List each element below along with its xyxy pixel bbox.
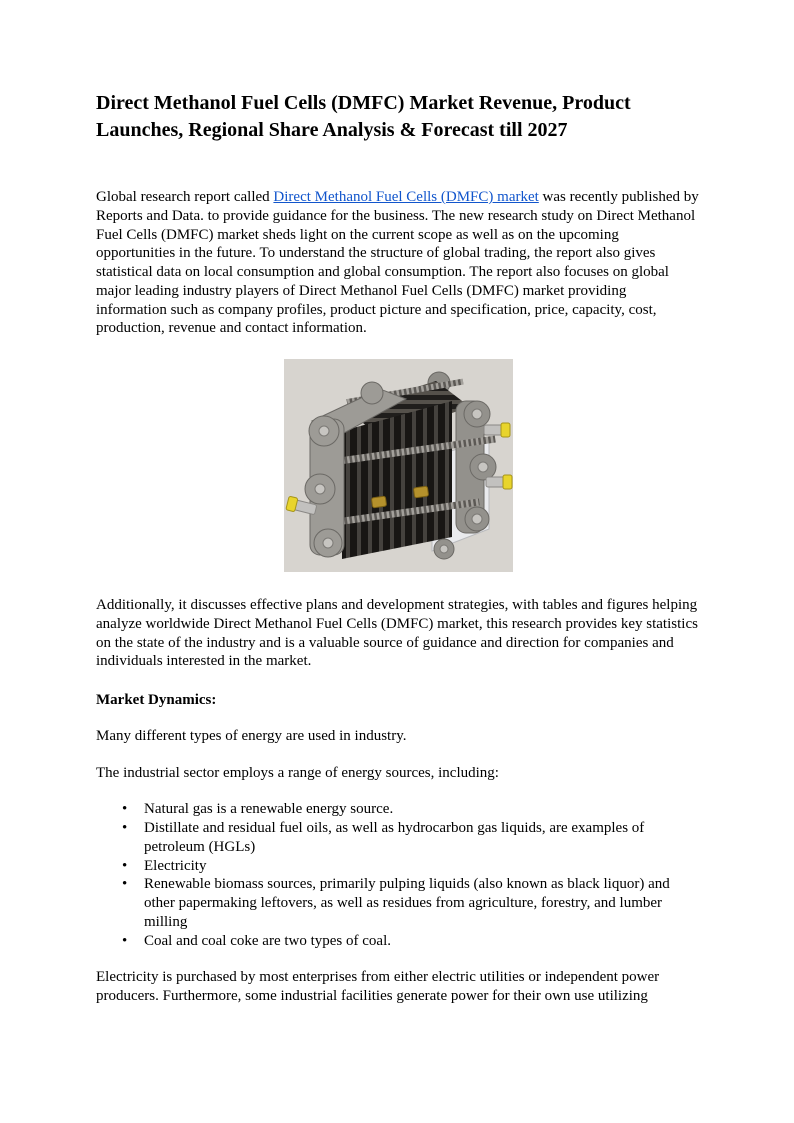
energy-sources-list	[96, 800, 700, 950]
paragraph-additionally: Additionally, it discusses effective plans and development strategies, with tables and figures helping analyze worldwide Direct Methanol Fuel Cells (DMFC) market, this research provides key statistics on the state of the industry and is a valuable source of guidance and direction for companies and individuals interested in the market.	[96, 597, 698, 670]
intro-paragraph	[96, 188, 700, 338]
bullet-text: Electricity	[144, 857, 207, 874]
list-item	[96, 800, 700, 819]
list-item	[96, 932, 700, 951]
paragraph-industrial-sector: The industrial sector employs a range of energy sources, including:	[96, 764, 499, 781]
bullet-text: Distillate and residual fuel oils, as well as hydrocarbon gas liquids, are examples of petroleum (HGLs)	[144, 820, 645, 855]
fuel-cell-stack-photo	[284, 359, 513, 572]
intro-text-after-link: was recently published by Reports and Data. to provide guidance for the business. The new research study on Direct Methanol Fuel Cells (DMFC) market sheds light on the current scope as well as on the upcoming opportunities in the future. To understand the structure of global trading, the report also gives statistical data on local consumption and global consumption. The report also focuses on global major leading industry players of Direct Methanol Fuel Cells (DMFC) market providing information such as company profiles, product picture and specification, price, capacity, cost, production, revenue and contact information.	[96, 189, 699, 337]
dmfc-market-link[interactable]: Direct Methanol Fuel Cells (DMFC) market	[273, 189, 539, 205]
intro-text-before-link: Global research report called	[96, 189, 274, 205]
page-title: Direct Methanol Fuel Cells (DMFC) Market Revenue, Product Launches, Regional Share Analysis & Forecast till 2027	[96, 92, 631, 141]
bullet-icon: •	[122, 857, 128, 874]
list-item	[96, 857, 700, 876]
paragraph-electricity: Electricity is purchased by most enterprises from either electric utilities or independent power producers. Furthermore, some industrial facilities generate power for their own use utilizing	[96, 969, 660, 1004]
bullet-icon: •	[122, 801, 128, 818]
bullet-text: Renewable biomass sources, primarily pulping liquids (also known as black liquor) and other papermaking leftovers, as well as residues from agriculture, forestry, and lumber milling	[144, 876, 670, 930]
list-item	[96, 819, 700, 857]
bullet-text: Natural gas is a renewable energy source.	[144, 801, 394, 818]
bullet-icon: •	[122, 932, 128, 949]
bullet-icon: •	[122, 820, 128, 836]
paragraph-energy-types: Many different types of energy are used in industry.	[96, 727, 407, 744]
market-dynamics-heading: Market Dynamics:	[96, 692, 217, 708]
bullet-icon: •	[122, 876, 128, 893]
list-item	[96, 875, 700, 931]
fuel-cell-photo-graphic	[284, 359, 513, 572]
bullet-text: Coal and coal coke are two types of coal.	[144, 932, 391, 949]
